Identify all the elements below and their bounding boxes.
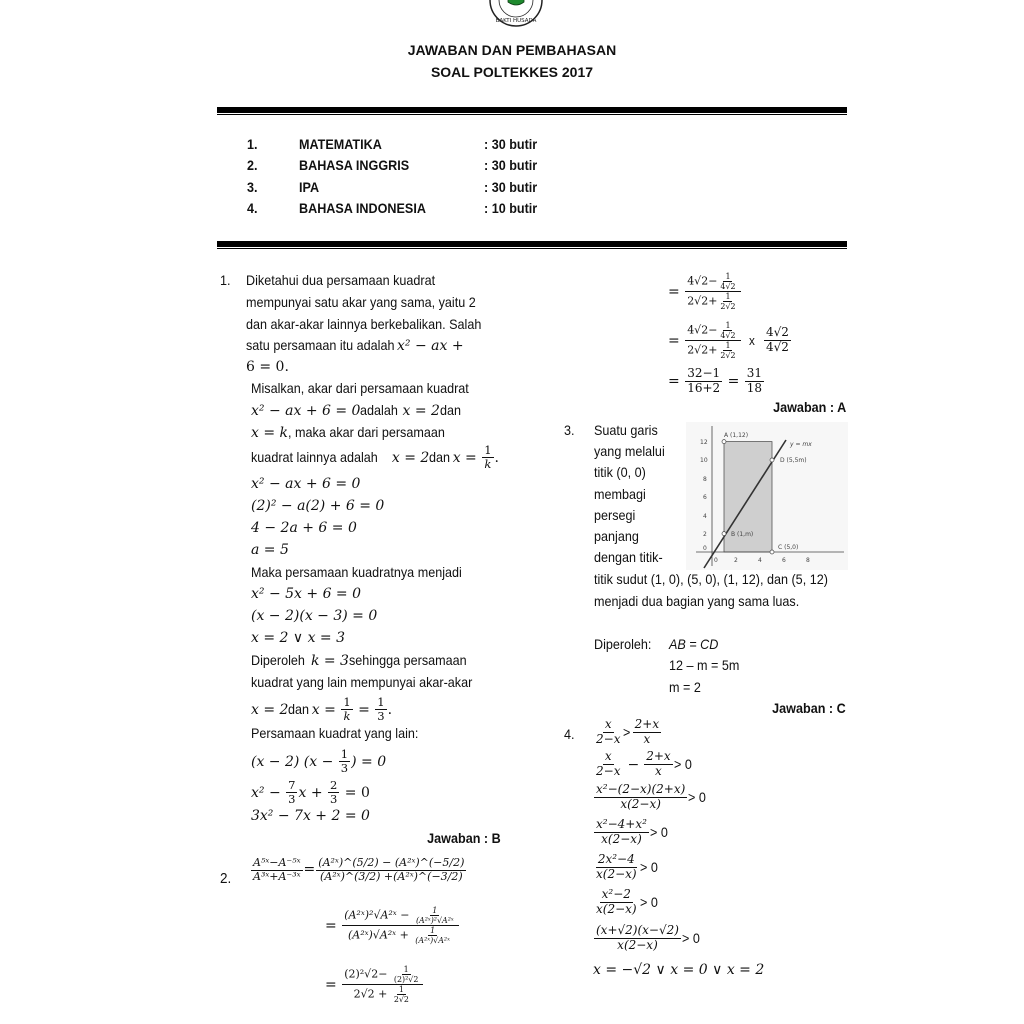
math: x = 2 xyxy=(402,403,440,419)
q2-number: 2. xyxy=(220,870,232,887)
numerator: x xyxy=(604,717,612,731)
denominator: x(2−x) xyxy=(601,831,642,846)
title-line-2: SOAL POLTEKKES 2017 xyxy=(430,64,594,80)
text: , maka akar dari persamaan xyxy=(288,424,445,440)
denominator: 18 xyxy=(746,380,763,395)
x-tick: 8 xyxy=(806,557,810,564)
operator: > xyxy=(623,723,631,740)
denominator: (2)²√2 xyxy=(393,975,419,985)
q3-text: titik sudut (1, 0), (5, 0), (1, 12), dan (5, 12) xyxy=(594,571,828,587)
fraction xyxy=(286,779,297,806)
math: x² − xyxy=(251,784,286,801)
fraction xyxy=(328,779,339,806)
fraction xyxy=(342,906,459,945)
equals: = xyxy=(668,332,680,349)
q1-misalkan: Misalkan, akar dari persamaan kuadrat xyxy=(251,380,469,396)
q1-line: x = 2danx = $\frac{1}{k}$ = $\frac{1}{3}$ . xyxy=(251,695,393,724)
text: dan xyxy=(429,448,451,465)
term: 4√2− xyxy=(687,323,718,337)
term: 2√2+ xyxy=(687,343,718,357)
q1-text: dan akar-akar lainnya berkebalikan. Salah xyxy=(246,316,482,332)
denominator: 2√2 xyxy=(720,302,736,312)
operator: > 0 xyxy=(649,823,668,840)
numerator: (2)²√2− $\frac{1}{\text{(2)²√2}}$ xyxy=(342,965,423,985)
fraction xyxy=(392,985,411,1004)
text: dan xyxy=(288,700,310,717)
label-a: A (1,12) xyxy=(724,432,749,439)
subject-num: 2. xyxy=(247,157,258,173)
fraction xyxy=(633,718,661,747)
numerator: 7 xyxy=(288,778,296,792)
denominator xyxy=(352,985,414,1004)
fraction xyxy=(718,292,737,311)
text: dan xyxy=(439,402,461,418)
q3-text: titik (0, 0) xyxy=(594,464,646,480)
term: (2)²√2 xyxy=(344,967,379,981)
q4-step-7 xyxy=(593,924,702,953)
numerator: 1 xyxy=(725,321,731,330)
q3-diperoleh: Diperoleh: xyxy=(594,636,652,652)
fraction xyxy=(251,857,303,883)
q4-number: 4. xyxy=(564,726,575,742)
q3-text: Suatu garis xyxy=(594,422,658,438)
term: 2√2 + xyxy=(353,987,391,1001)
equals: = xyxy=(668,283,680,300)
subject-name: BAHASA INGGRIS xyxy=(299,157,410,173)
q1-line xyxy=(251,748,386,775)
q1-step: 4 − 2a + 6 = 0 xyxy=(251,520,357,536)
q2-line-4 xyxy=(668,272,742,311)
q1-line: kuadrat lainnya adalahx = 2danx = $\frac{1}{k}$ . xyxy=(251,443,499,472)
q3-text: yang melalui xyxy=(594,443,665,459)
subject-name: BAHASA INDONESIA xyxy=(299,200,426,216)
q1-equation: x² − ax + xyxy=(397,338,464,354)
fraction xyxy=(339,748,350,775)
q3-number: 3. xyxy=(564,422,575,438)
denominator xyxy=(685,292,740,311)
denominator: 3 xyxy=(288,792,296,807)
q1-text-eq xyxy=(246,337,464,355)
x-tick: 4 xyxy=(758,557,762,564)
numerator: x²−4+x² xyxy=(596,817,647,831)
q1-persamaan-lain: Persamaan kuadrat yang lain: xyxy=(251,725,419,741)
fraction xyxy=(414,906,456,925)
equals: = xyxy=(303,861,316,878)
operator: > 0 xyxy=(688,788,707,805)
operator: > 0 xyxy=(681,929,700,946)
q3-text: dengan titik- xyxy=(594,549,663,565)
q1-line xyxy=(251,779,370,806)
equals: = xyxy=(325,976,337,993)
denominator: (A²ˣ)²√A²ˣ xyxy=(415,916,454,926)
numerator: (A²ˣ)²√A²ˣ − $\frac{1}{\text{(A²ˣ)²√A²ˣ}}$ xyxy=(342,906,459,926)
q2-line-3 xyxy=(325,965,424,1004)
fraction xyxy=(316,857,466,883)
denominator: 16+2 xyxy=(687,380,721,395)
numerator: 2+x xyxy=(646,749,671,763)
q2-line-2 xyxy=(325,906,460,945)
text: sehingga persamaan xyxy=(348,652,467,668)
q1-text: kuadrat yang lain mempunyai akar-akar xyxy=(251,674,473,690)
math: = 0 xyxy=(340,784,370,801)
q1-step: (2)² − a(2) + 6 = 0 xyxy=(251,498,385,514)
text: adalah xyxy=(360,402,399,418)
q3-figure xyxy=(686,422,848,570)
x-tick: 2 xyxy=(734,557,738,564)
denominator: x xyxy=(643,731,651,746)
math: k = 3 xyxy=(310,653,349,669)
fraction xyxy=(594,888,639,917)
denominator: 3 xyxy=(377,709,385,724)
denominator: (A²ˣ)√A²ˣ + $\frac{1}{\text{(A²ˣ)√A²ˣ}}$ xyxy=(347,926,450,946)
numerator: 1 xyxy=(430,926,436,936)
point-a xyxy=(722,440,726,444)
q3-text: membagi xyxy=(594,486,646,502)
numerator: 4√2 xyxy=(765,325,789,340)
subject-num: 4. xyxy=(247,200,258,216)
term: 2√2+ xyxy=(687,294,718,308)
math: x = 2 xyxy=(251,701,289,718)
q1-step: x² − 5x + 6 = 0 xyxy=(251,586,362,602)
fraction xyxy=(341,696,352,723)
numerator: 1 xyxy=(377,695,385,709)
q3-step: AB = CD xyxy=(669,636,719,652)
denominator: x(2−x) xyxy=(596,866,637,881)
q3-text: persegi xyxy=(594,507,636,523)
numerator: A⁵ˣ−A⁻⁵ˣ xyxy=(253,856,301,869)
term: (A²ˣ)²√A²ˣ xyxy=(344,908,397,922)
q4-step-1 xyxy=(593,718,662,747)
y-tick: 2 xyxy=(703,531,707,538)
bakti-husada-logo xyxy=(488,0,544,34)
numerator: 2x²−4 xyxy=(597,852,635,866)
q4-step-4 xyxy=(593,818,670,847)
q4-step-3 xyxy=(593,783,708,812)
q2-line-1 xyxy=(250,857,467,883)
fraction xyxy=(718,272,737,291)
numerator: 1 xyxy=(484,443,492,457)
denominator: (A²ˣ)√A²ˣ xyxy=(415,936,450,946)
q4-step-5 xyxy=(593,853,659,882)
q2-line-6 xyxy=(668,367,765,396)
q3-text: panjang xyxy=(594,528,639,544)
label-c: C (5,0) xyxy=(778,544,799,551)
fraction xyxy=(685,272,740,311)
fraction xyxy=(392,965,420,984)
denominator: 2√2 xyxy=(720,351,736,361)
label-d: D (5,5m) xyxy=(780,457,807,464)
fraction xyxy=(718,341,737,360)
subject-num: 1. xyxy=(247,136,258,152)
math: ) = 0 xyxy=(351,753,387,770)
q1-line xyxy=(251,424,462,442)
point-d xyxy=(770,458,774,462)
math: x = xyxy=(311,701,341,718)
numerator: 1 xyxy=(403,965,409,974)
q4-step-6 xyxy=(593,888,659,917)
y-tick: 6 xyxy=(703,494,707,501)
numerator xyxy=(685,321,740,341)
y-tick: 0 xyxy=(703,545,707,552)
q1-maka: Maka persamaan kuadratnya menjadi xyxy=(251,564,462,580)
numerator: (x+√2)(x−√2) xyxy=(596,923,679,937)
denominator: x(2−x) xyxy=(617,937,658,952)
text: kuadrat lainnya adalah xyxy=(251,448,378,465)
fraction xyxy=(375,696,386,723)
numerator: 1 xyxy=(432,906,438,915)
subject-count: : 30 butir xyxy=(484,136,538,152)
q2-answer: Jawaban : A xyxy=(772,399,846,415)
y-tick: 4 xyxy=(703,513,707,520)
numerator: x²−(2−x)(2+x) xyxy=(596,782,686,796)
q1-step: 3x² − 7x + 2 = 0 xyxy=(251,808,370,824)
numerator: 1 xyxy=(725,292,731,302)
q4-final: x = −√2 ∨ x = 0 ∨ x = 2 xyxy=(593,962,765,978)
numerator: 31 xyxy=(746,366,763,380)
y-tick: 8 xyxy=(703,476,707,483)
denominator: x(2−x) xyxy=(620,796,661,811)
denominator: 2−x xyxy=(596,763,621,778)
q1-step: a = 5 xyxy=(251,542,289,558)
denominator: 4√2 xyxy=(720,331,736,341)
q3-step: 12 – m = 5m xyxy=(669,657,740,673)
denominator: (A²ˣ)^(3/2) +(A²ˣ)^(−3/2) xyxy=(320,869,463,883)
top-divider xyxy=(217,107,847,113)
numerator: 2+x xyxy=(634,717,660,731)
fraction xyxy=(342,965,423,1004)
subject-count: : 10 butir xyxy=(484,200,538,216)
term: 4√2− xyxy=(687,274,718,288)
q1-text: Diketahui dua persamaan kuadrat xyxy=(246,272,436,288)
numerator: x xyxy=(604,749,612,763)
equals: = xyxy=(325,917,337,934)
denominator: x xyxy=(655,763,662,778)
fraction xyxy=(644,750,672,779)
q1-answer: Jawaban : B xyxy=(427,830,501,846)
numerator: 1 xyxy=(398,985,404,995)
subject-count: : 30 butir xyxy=(484,157,538,173)
text: Diperoleh xyxy=(251,652,305,668)
numerator: 1 xyxy=(340,747,349,761)
equals: = xyxy=(668,373,680,390)
math: x = k xyxy=(251,425,289,441)
q2-line-5 xyxy=(668,321,792,360)
denominator: 3 xyxy=(330,792,338,807)
point-c xyxy=(770,550,774,554)
fraction xyxy=(685,321,740,360)
svg-text:BAKTI HUSADA: BAKTI HUSADA xyxy=(495,18,537,24)
numerator: (A²ˣ)^(5/2) − (A²ˣ)^(−5/2) xyxy=(318,856,465,869)
denominator: 4√2 xyxy=(765,340,789,355)
multiply-sign: x xyxy=(748,332,755,348)
denominator: 3 xyxy=(340,761,349,776)
x-tick: 0 xyxy=(714,557,718,564)
q1-line xyxy=(251,652,480,670)
subject-name: MATEMATIKA xyxy=(299,136,382,152)
fraction xyxy=(594,750,622,779)
q1-equation: 6 = 0. xyxy=(246,359,289,375)
y-tick: 10 xyxy=(700,457,708,464)
denominator: k xyxy=(343,709,351,724)
fraction xyxy=(594,783,687,812)
fraction xyxy=(685,367,722,396)
operator: > 0 xyxy=(639,858,658,875)
subject-num: 3. xyxy=(247,179,258,195)
q1-step: x = 2 ∨ x = 3 xyxy=(251,630,346,646)
denominator: k xyxy=(484,457,492,472)
fraction xyxy=(718,321,737,340)
numerator: x²−2 xyxy=(601,887,631,901)
math: x = 2 xyxy=(391,449,430,466)
numerator: 2 xyxy=(330,778,338,792)
fraction xyxy=(745,367,764,396)
numerator xyxy=(685,272,740,292)
q1-text: mempunyai satu akar yang sama, yaitu 2 xyxy=(246,294,476,310)
denominator xyxy=(685,341,740,360)
point-b xyxy=(722,532,726,536)
term: (A²ˣ)√A²ˣ xyxy=(347,928,397,942)
q1-step: (x − 2)(x − 3) = 0 xyxy=(251,608,378,624)
fraction xyxy=(764,326,791,355)
numerator: 1 xyxy=(343,695,351,709)
fraction xyxy=(482,444,493,471)
numerator: 32−1 xyxy=(687,366,721,380)
y-tick: 12 xyxy=(700,439,708,446)
subject-name: IPA xyxy=(299,179,320,195)
q3-text: menjadi dua bagian yang sama luas. xyxy=(594,593,800,609)
denominator: 2−x xyxy=(596,731,621,746)
label-b: B (1,m) xyxy=(731,531,754,538)
q1-step: x² − ax + 6 = 0 xyxy=(251,476,361,492)
numerator: 1 xyxy=(725,272,731,281)
operator: > 0 xyxy=(639,893,658,910)
math: = xyxy=(353,701,375,718)
q1-number: 1. xyxy=(220,272,231,288)
label-line: y = mx xyxy=(790,441,812,448)
operator: > 0 xyxy=(673,755,692,772)
denominator: x(2−x) xyxy=(596,901,637,916)
q3-answer: Jawaban : C xyxy=(772,700,846,716)
math: x = xyxy=(452,449,482,466)
equals: = xyxy=(727,373,740,390)
fraction xyxy=(594,818,649,847)
operator: − xyxy=(627,756,640,773)
q1-text: satu persamaan itu adalah xyxy=(246,337,395,353)
bottom-divider xyxy=(217,241,847,247)
denominator: A³ˣ+A⁻³ˣ xyxy=(253,869,301,883)
title-line-1: JAWABAN DAN PEMBAHASAN xyxy=(407,42,617,58)
denominator: 2√2 xyxy=(393,995,409,1005)
subject-count: : 30 butir xyxy=(484,179,538,195)
math: x + xyxy=(298,784,327,801)
q4-step-2 xyxy=(593,750,694,779)
q1-line xyxy=(251,402,463,420)
fraction xyxy=(594,853,639,882)
math: x² − ax + 6 = 0 xyxy=(251,403,361,419)
numerator: 1 xyxy=(725,341,731,351)
x-tick: 6 xyxy=(782,557,786,564)
denominator: 4√2 xyxy=(720,282,736,292)
fraction xyxy=(594,718,622,747)
math: (x − 2) (x − xyxy=(251,753,338,770)
fraction xyxy=(413,926,452,945)
q3-step: m = 2 xyxy=(669,679,701,695)
fraction xyxy=(594,924,681,953)
